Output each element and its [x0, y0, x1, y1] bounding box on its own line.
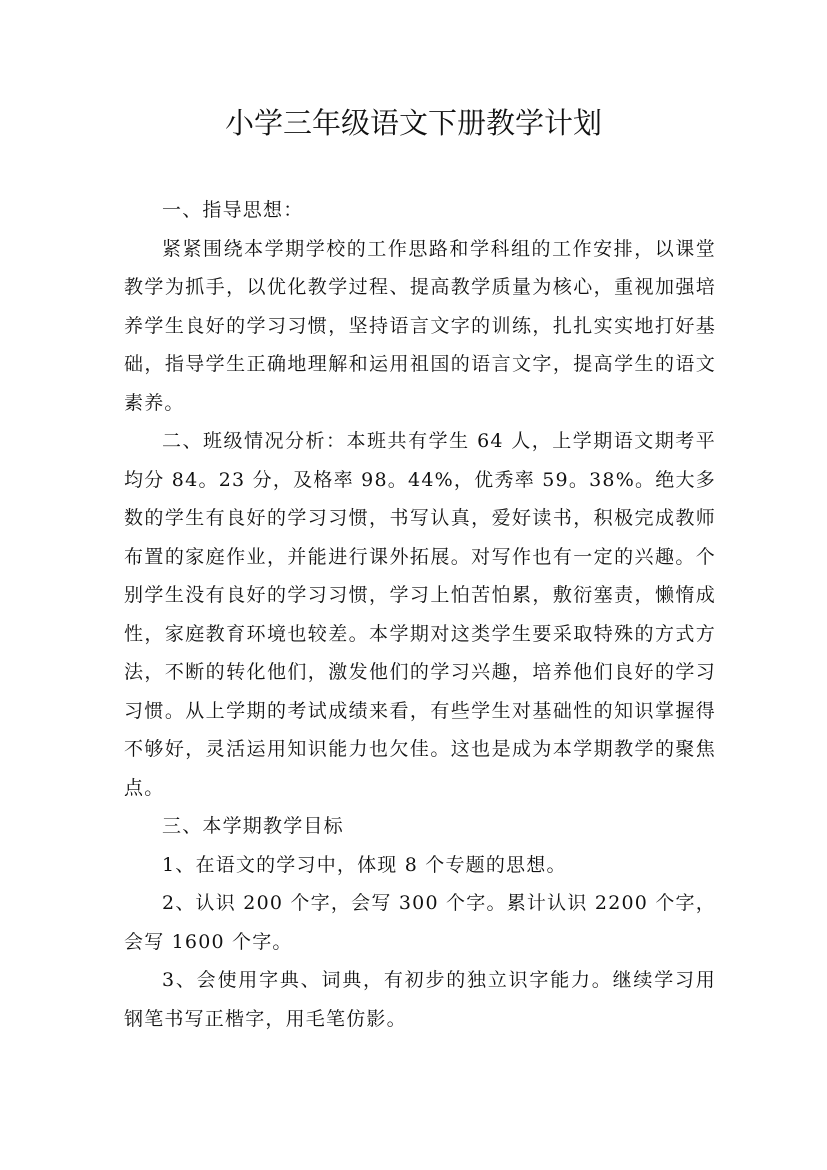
document-title: 小学三年级语文下册教学计划: [224, 106, 602, 140]
goal-item-2: 2、认识 200 个字，会写 300 个字。累计认识 2200 个字，会写 1600 个字。: [124, 892, 716, 953]
section-heading-teaching-goals: 三、本学期教学目标: [162, 815, 344, 837]
goal-item-3: 3、会使用字典、词典，有初步的独立识字能力。继续学习用钢笔书写正楷字，用毛笔仿影。: [124, 969, 716, 1030]
paragraph-class-analysis: 二、班级情况分析：本班共有学生 64 人，上学期语文期考平均分 84。23 分，及格率 98。44%，优秀率 59。38%。绝大多数的学生有良好的学习习惯，书写认真，爱好读书，积极完成教师布置的家庭作业，并能进行课外拓展。对写作也有一定的兴趣。个别学生没有良好的学习习惯，学习上怕苦怕累，敷衍塞责，懒惰成性，家庭教育环境也较差。本学期对这类学生要采取特殊的方式方法，不断的转化他们，激发他们的学习兴趣，培养他们良好的学习习惯。从上学期的考试成绩来看，有些学生对基础性的知识掌握得不够好，灵活运用知识能力也欠佳。这也是成为本学期教学的聚焦点。: [124, 430, 716, 799]
section-heading-guiding-thought: 一、指导思想：: [162, 199, 304, 221]
paragraph-guiding-thought: 紧紧围绕本学期学校的工作思路和学科组的工作安排，以课堂教学为抓手，以优化教学过程、提高教学质量为核心，重视加强培养学生良好的学习习惯，坚持语言文字的训练，扎扎实实地打好基础，指导学生正确地理解和运用祖国的语言文字，提高学生的语文素养。: [124, 237, 716, 414]
goal-item-1: 1、在语文的学习中，体现 8 个专题的思想。: [162, 853, 567, 876]
document-body: [124, 191, 716, 1038]
